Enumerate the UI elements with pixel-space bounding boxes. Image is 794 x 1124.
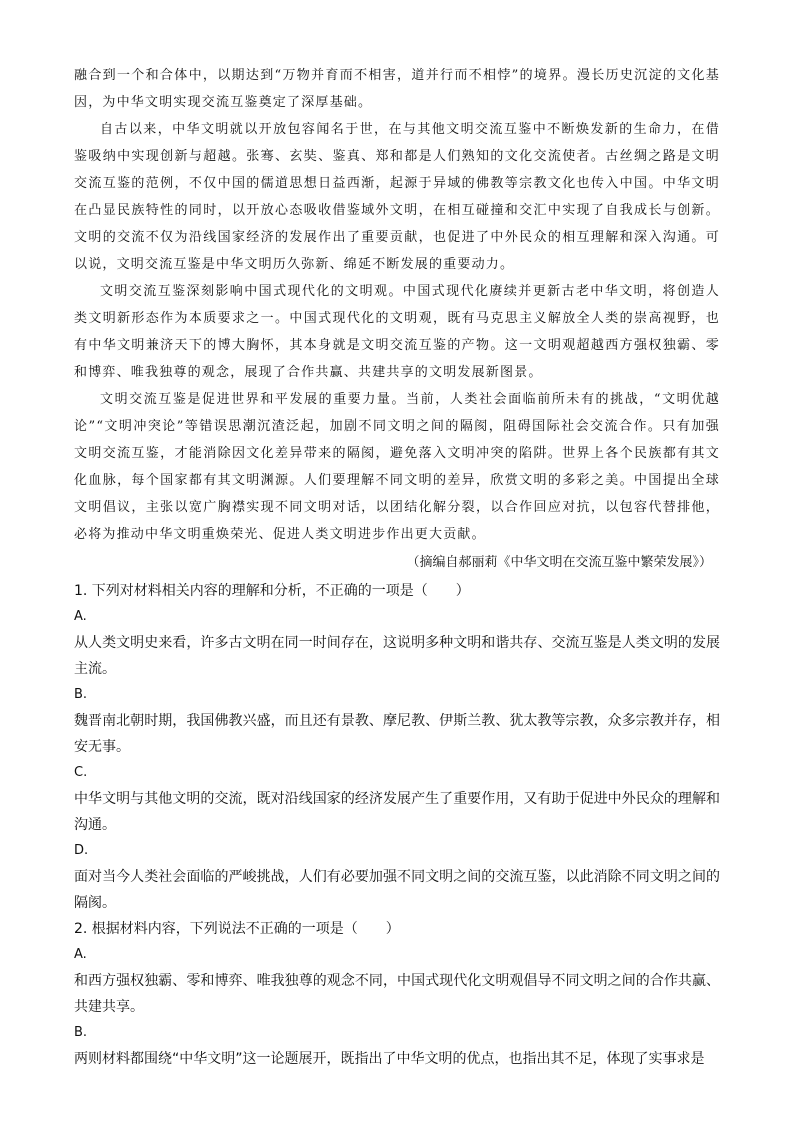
option-letter-c[interactable]: C. xyxy=(74,765,88,780)
option-text-a: 和西方强权独霸、零和博弈、唯我独尊的观念不同，中国式现代化文明观倡导不同文明之间的合作共赢、共建共享。 xyxy=(74,973,720,1015)
passage-paragraph-4: 文明交流互鉴是促进世界和平发展的重要力量。当前，人类社会面临前所未有的挑战，“文明优越论”“文明冲突论”等错误思潮沉渣泛起，加剧不同文明之间的隔阂，阻碍国际社会交流合作。只有加强文明交流互鉴，才能消除因文化差异带来的隔阂，避免落入文明冲突的陷阱。世界上各个民族都有其文化血脉，每个国家都有其文明渊源。人们要理解不同文明的差异，欣赏文明的多彩之美。中国提出全球文明倡议，主张以宽广胸襟实现不同文明对话，以团结化解分裂，以合作回应对抗，以包容代替排他，必将为推动中华文明重焕荣光、促进人类文明进步作出更大贡献。 xyxy=(74,392,720,542)
option-text-a: 从人类文明史来看，许多古文明在同一时间存在，这说明多种文明和谐共存、交流互鉴是人类文明的发展主流。 xyxy=(74,635,720,677)
option-letter-d[interactable]: D. xyxy=(74,843,89,858)
question-2 xyxy=(74,916,720,1072)
option-letter-a[interactable]: A. xyxy=(74,947,87,962)
question-stem: 1. 下列对材料相关内容的理解和分析，不正确的一项是（ ） xyxy=(74,583,470,599)
passage-paragraph-3: 文明交流互鉴深刻影响中国式现代化的文明观。中国式现代化赓续并更新古老中华文明，将创造人类文明新形态作为本质要求之一。中国式现代化的文明观，既有马克思主义解放全人类的崇高视野，也有中华文明兼济天下的博大胸怀，其本身就是文明交流互鉴的产物。这一文明观超越西方强权独霸、零和博弈、唯我独尊的观念，展现了合作共赢、共建共享的文明发展新图景。 xyxy=(74,284,720,380)
option-letter-a[interactable]: A. xyxy=(74,609,87,624)
option-text-b: 魏晋南北朝时期，我国佛教兴盛，而且还有景教、摩尼教、伊斯兰教、犹太教等宗教，众多宗教并存，相安无事。 xyxy=(74,713,720,755)
question-1 xyxy=(74,578,720,916)
option-text-b: 两则材料都围绕“中华文明”这一论题展开，既指出了中华文明的优点，也指出其不足，体现了实事求是 xyxy=(74,1051,705,1067)
option-text-d: 面对当今人类社会面临的严峻挑战，人们有必要加强不同文明之间的交流互鉴，以此消除不同文明之间的隔阂。 xyxy=(74,869,720,911)
option-text-c: 中华文明与其他文明的交流，既对沿线国家的经济发展产生了重要作用，又有助于促进中外民众的理解和沟通。 xyxy=(74,791,720,833)
question-stem: 2. 根据材料内容，下列说法不正确的一项是（ ） xyxy=(74,921,400,937)
passage-paragraph-1: 融合到一个和合体中，以期达到“万物并育而不相害，道并行而不相悖”的境界。漫长历史沉淀的文化基因，为中华文明实现交流互鉴奠定了深厚基础。 xyxy=(74,68,720,110)
passage-source: （摘编自郝丽莉《中华文明在交流互鉴中繁荣发展》） xyxy=(406,555,712,570)
option-letter-b[interactable]: B. xyxy=(74,687,88,702)
passage-paragraph-2: 自古以来，中华文明就以开放包容闻名于世，在与其他文明交流互鉴中不断焕发新的生命力，在借鉴吸纳中实现创新与超越。张骞、玄奘、鉴真、郑和都是人们熟知的文化交流使者。古丝绸之路是文明交流互鉴的范例，不仅中国的儒道思想日益西渐，起源于异域的佛教等宗教文化也传入中国。中华文明在凸显民族特性的同时，以开放心态吸收借鉴域外文明，在相互碰撞和交汇中实现了自我成长与创新。文明的交流不仅为沿线国家经济的发展作出了重要贡献，也促进了中外民众的相互理解和深入沟通。可以说，文明交流互鉴是中华文明历久弥新、绵延不断发展的重要动力。 xyxy=(74,122,720,272)
option-letter-b[interactable]: B. xyxy=(74,1025,88,1040)
